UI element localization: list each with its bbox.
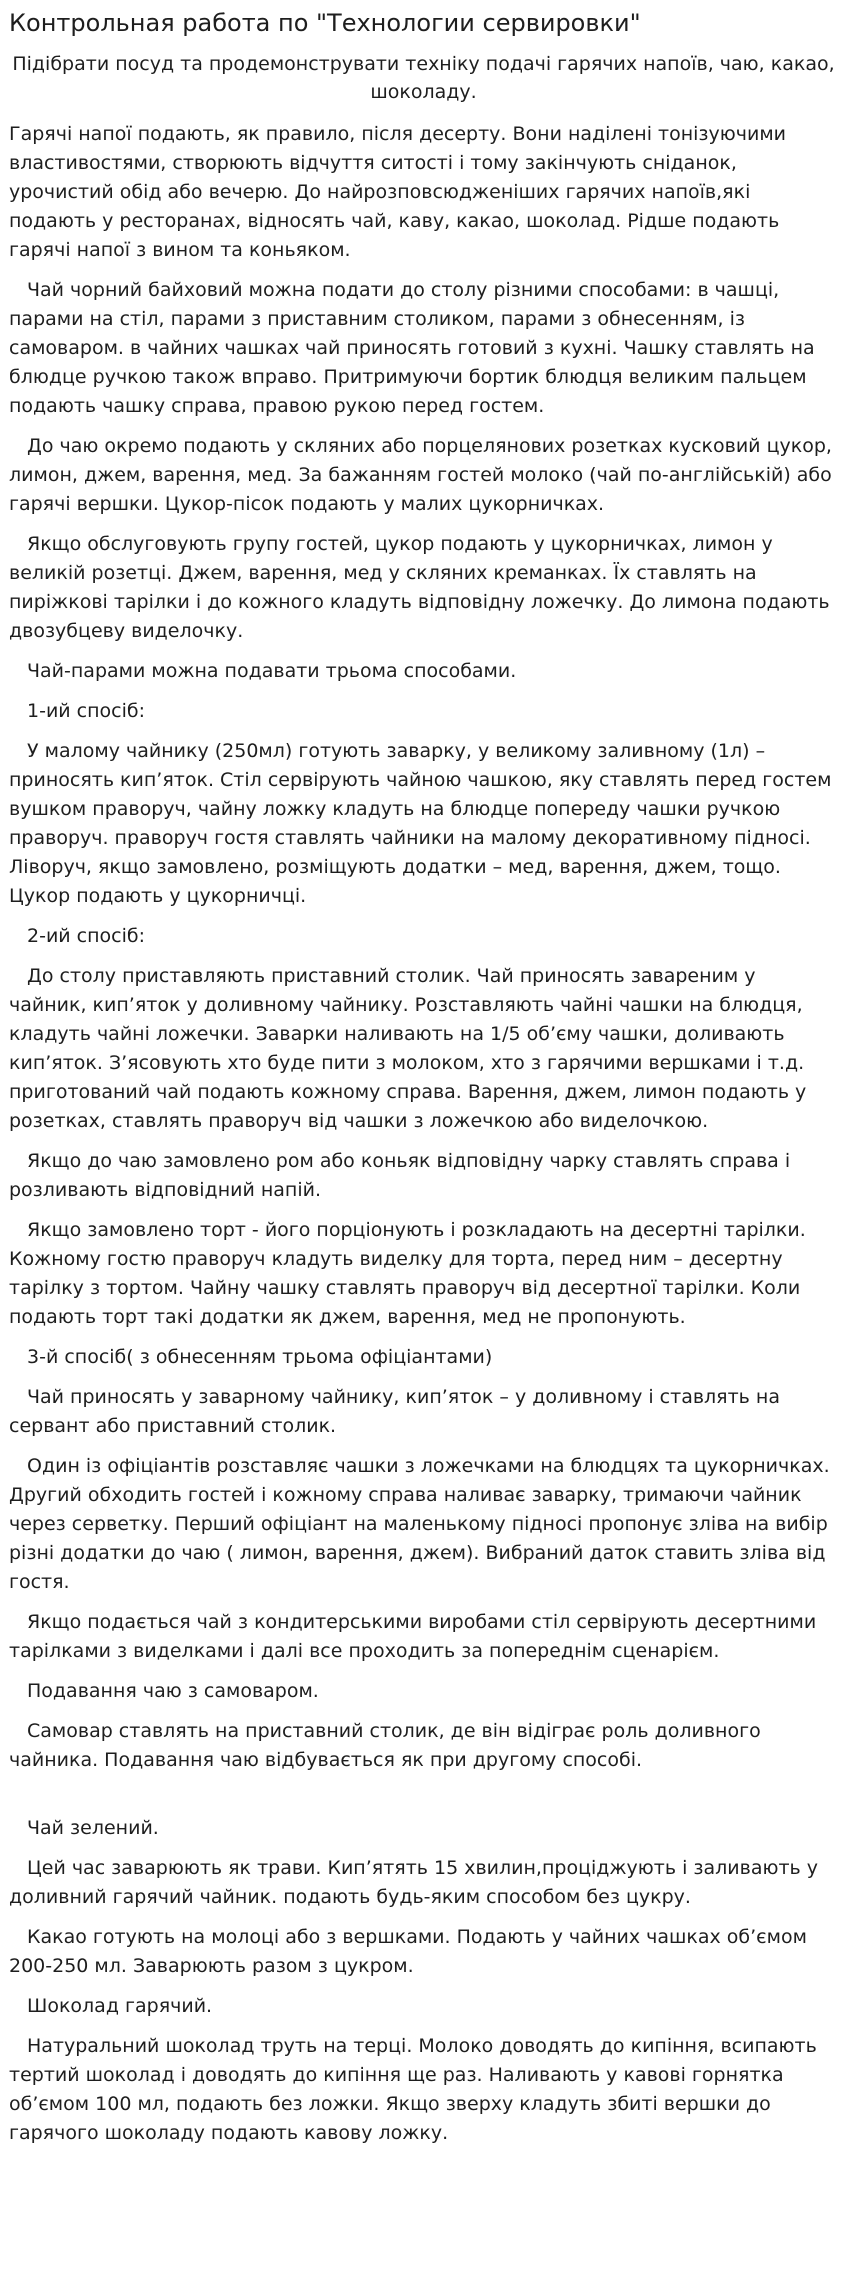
blank-line xyxy=(9,1786,838,1814)
paragraph-hot-chocolate: Натуральний шоколад труть на терці. Молоко доводять до кипіння, всипають тертий шоколад і доводять до кипіння ще раз. Наливають у кавові горнятка об’ємом 100 мл, подають без ложки. Якщо зверху кладуть збиті вершки до гарячого шоколаду подають кавову ложку. xyxy=(9,2035,817,2144)
paragraph-intro: Гарячі напої подають, як правило, після десерту. Вони наділені тонізуючими властивостями, створюють відчуття ситості і тому закінчують сніданок, урочистий обід або вечерю. До найрозповсюдженіших гарячих напоїв,які подають у ресторанах, відносять чай, каву, какао, шоколад. Рідше подають гарячі напої з вином та коньяком. xyxy=(9,123,787,261)
paragraph-group-service: Якщо обслуговують групу гостей, цукор подають у цукорничках, лимон у великій розетці. Джем, варення, мед у скляних креманках. Їх ставлять на пиріжкові тарілки і до кожного кладуть відповідну ложечку. До лимона подають двозубцеву виделочку. xyxy=(9,533,830,642)
heading-samovar: Подавання чаю з самоваром. xyxy=(27,1680,319,1702)
paragraph-samovar: Самовар ставлять на приставний столик, де він відіграє роль доливного чайника. Подавання чаю відбувається як при другому способі. xyxy=(9,1720,761,1771)
document-title: Контрольная работа по "Технологии сервировки" xyxy=(9,9,641,37)
document-subtitle: Підібрати посуд та продемонструвати техніку подачі гарячих напоїв, чаю, какао, шоколаду. xyxy=(12,53,835,103)
paragraph-black-tea: Чай чорний байховий можна подати до столу різними способами: в чашці, парами на стіл, парами з приставним столиком, парами з обнесенням, із самоваром. в чайних чашках чай приносять готовий з кухні. Чашку ставлять на блюдце ручкою також вправо. Притримуючи бортик блюдця великим пальцем подають чашку справа, правою рукою перед гостем. xyxy=(9,279,815,417)
paragraph-confectionery: Якщо подається чай з кондитерськими виробами стіл сервірують десертними тарілками з виделками і далі все проходить за попереднім сценарієм. xyxy=(9,1611,817,1662)
paragraph-pairs-intro: Чай-парами можна подавати трьома способами. xyxy=(27,660,517,682)
paragraph-green-tea: Цей час заварюють як трави. Кип’ятять 15 хвилин,проціджують і заливають у доливний гарячий чайник. подають будь-яким способом без цукру. xyxy=(9,1857,819,1908)
heading-hot-chocolate: Шоколад гарячий. xyxy=(27,1995,213,2017)
heading-method-2: 2-ий спосіб: xyxy=(27,925,146,947)
paragraph-cocoa: Какао готують на молоці або з вершками. Подають у чайних чашках об’ємом 200-250 мл. Заварюють разом з цукром. xyxy=(9,1926,807,1977)
paragraph-method-3-waiters: Один із офіціантів розставляє чашки з ложечками на блюдцях та цукорничках. Другий обходить гостей і кожному справа наливає заварку, тримаючи чайник через серветку. Перший офіціант на маленькому підносі пропонує зліва на вибір різні додатки до чаю ( лимон, варення, джем). Вибраний даток ставить зліва від гостя. xyxy=(9,1455,830,1593)
paragraph-cake: Якщо замовлено торт - його порціонують і розкладають на десертні тарілки. Кожному гостю праворуч кладуть виделку для торта, перед ним – десертну тарілку з тортом. Чайну чашку ставлять праворуч від десертної тарілки. Коли подають торт такі додатки як джем, варення, мед не пропонують. xyxy=(9,1219,806,1328)
paragraph-tea-additions: До чаю окремо подають у скляних або порцелянових розетках кусковий цукор, лимон, джем, варення, мед. За бажанням гостей молоко (чай по-англійській) або гарячі вершки. Цукор-пісок подають у малих цукорничках. xyxy=(9,435,832,515)
heading-green-tea: Чай зелений. xyxy=(27,1817,159,1839)
paragraph-method-2: До столу приставляють приставний столик. Чай приносять завареним у чайник, кип’яток у доливному чайнику. Розставляють чайні чашки на блюдця, кладуть чайні ложечки. Заварки наливають на 1/5 об’єму чашки, доливають кип’яток. З’ясовують хто буде пити з молоком, хто з гарячими вершками і т.д. приготований чай подають кожному справа. Варення, джем, лимон подають у розетках, ставлять праворуч від чашки з ложечкою або виделочкою. xyxy=(9,965,807,1132)
heading-method-1: 1-ий спосіб: xyxy=(27,700,146,722)
paragraph-rum-cognac: Якщо до чаю замовлено ром або коньяк відповідну чарку ставлять справа і розливають відповідний напій. xyxy=(9,1150,791,1201)
paragraph-method-3-serve: Чай приносять у заварному чайнику, кип’яток – у доливному і ставлять на сервант або приставний столик. xyxy=(9,1386,780,1437)
heading-method-3: 3-й спосіб( з обнесенням трьома офіціантами) xyxy=(27,1346,493,1368)
paragraph-method-1: У малому чайнику (250мл) готують заварку, у великому заливному (1л) – приносять кип’яток. Стіл сервірують чайною чашкою, яку ставлять перед гостем вушком праворуч, чайну ложку кладуть на блюдце попереду чашки ручкою праворуч. праворуч гостя ставлять чайники на малому декоративному підносі. Ліворуч, якщо замовлено, розміщують додатки – мед, варення, джем, тощо. Цукор подають у цукорничці. xyxy=(9,740,832,907)
